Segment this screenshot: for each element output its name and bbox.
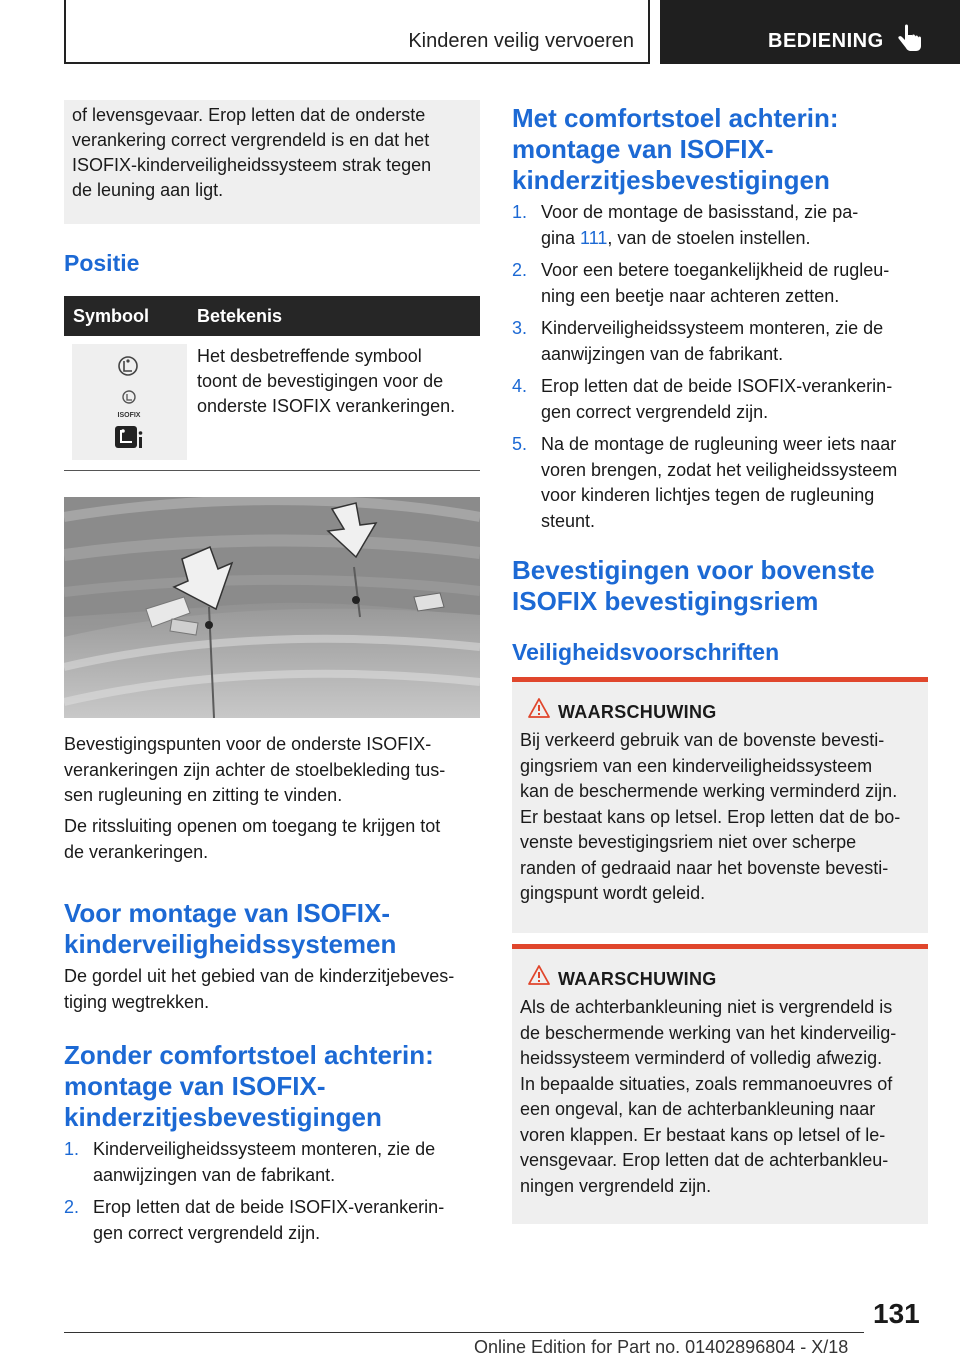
step-line: gen correct vergrendeld zijn. bbox=[541, 401, 769, 422]
warning-line: randen of gedraaid naar het bovenste bevesti- bbox=[520, 857, 889, 878]
step-number: 1. bbox=[64, 1139, 80, 1159]
step-line: Erop letten dat de beide ISOFIX-verankerin- bbox=[93, 1197, 445, 1217]
list-item bbox=[512, 432, 932, 534]
step-line: voren brengen, zodat het veiligheidssysteem bbox=[541, 459, 898, 480]
warning-line: vensgevaar. Erop letten dat de achterbankleu- bbox=[520, 1150, 889, 1170]
step-line: Kinderveiligheidssysteem monteren, zie de bbox=[93, 1139, 436, 1159]
warning-box bbox=[512, 677, 928, 933]
list-item bbox=[512, 374, 932, 425]
warning-line: kan de beschermende werking verminderd zijn. bbox=[520, 781, 898, 801]
veiligheidsvoorschriften-heading: Veiligheidsvoorschriften bbox=[512, 639, 780, 665]
step-line: Erop letten dat de beide ISOFIX-verankerin- bbox=[541, 376, 893, 396]
zipper-line: de verankeringen. bbox=[64, 841, 209, 862]
list-item bbox=[512, 316, 932, 367]
note-line: of levensgevaar. Erop letten dat de onderste bbox=[72, 105, 426, 125]
desc-line: verankeringen zijn achter de stoelbekleding tus- bbox=[64, 759, 446, 780]
step-line: Kinderveiligheidssysteem monteren, zie de bbox=[541, 318, 884, 338]
note-box bbox=[64, 100, 480, 224]
note-line: ISOFIX-kinderveiligheidssysteem strak tegen bbox=[72, 155, 432, 175]
zipper-instruction bbox=[64, 814, 480, 865]
step-number: 4. bbox=[512, 376, 528, 396]
warning-line: venste bevestigingsriem niet over scherpe bbox=[520, 832, 857, 852]
heading-line: Met comfortstoel achterin: bbox=[512, 103, 839, 133]
photo-description bbox=[64, 732, 480, 809]
step-line bbox=[541, 226, 932, 252]
heading-line: Voor montage van ISOFIX- bbox=[64, 898, 391, 928]
warning-title bbox=[520, 700, 920, 728]
warning-line: voren klappen. Er bestaat kans op letsel of le- bbox=[520, 1124, 886, 1145]
hand-pointer-icon bbox=[896, 24, 922, 54]
warning-line: een ongeval, kan de achterbankleuning naar bbox=[520, 1099, 876, 1119]
heading-line: kinderzitjesbevestigingen bbox=[512, 165, 830, 195]
note-line: de leuning aan ligt. bbox=[72, 180, 224, 200]
list-item bbox=[512, 200, 932, 251]
meaning-line: toont de bevestigingen voor de bbox=[197, 371, 444, 391]
heading-line: Zonder comfortstoel achterin: bbox=[64, 1040, 434, 1070]
step-number: 1. bbox=[512, 202, 528, 222]
col-meaning-header: Betekenis bbox=[197, 306, 283, 326]
met-steps-list bbox=[512, 200, 932, 541]
col-symbol-header: Symbool bbox=[73, 306, 150, 326]
symbol-table-header bbox=[64, 296, 480, 336]
met-comfortstoel-heading bbox=[512, 103, 839, 196]
page-reference-link[interactable]: 111 bbox=[580, 227, 608, 248]
step-text: , van de stoelen instellen. bbox=[607, 227, 811, 248]
warning-title bbox=[520, 967, 920, 995]
step-line: Voor een betere toegankelijkheid de rugleu- bbox=[541, 260, 890, 280]
step-text: gina bbox=[541, 227, 581, 248]
warning-line: Bij verkeerd gebruik van de bovenste bevesti- bbox=[520, 730, 885, 750]
edition-text: Online Edition for Part no. 01402896804 - X/18 bbox=[474, 1337, 849, 1357]
step-line: Voor de montage de basisstand, zie pa- bbox=[541, 202, 859, 222]
heading-line: Bevestigingen voor bovenste bbox=[512, 555, 875, 585]
warning-line: Als de achterbankleuning niet is vergrendeld is bbox=[520, 997, 893, 1017]
note-line: verankering correct vergrendeld is en dat het bbox=[72, 130, 430, 150]
step-number: 2. bbox=[64, 1197, 80, 1217]
header-section-title: Kinderen veilig vervoeren bbox=[408, 30, 634, 52]
warning-line: gingsriem van een kinderveiligheidssysteem bbox=[520, 755, 873, 776]
heading-line: kinderveiligheidssystemen bbox=[64, 929, 397, 959]
warning-line: heidssysteem verminderd of volledig afwezig. bbox=[520, 1048, 883, 1068]
warning-line: gingspunt wordt geleid. bbox=[520, 883, 706, 903]
page-number: 131 bbox=[873, 1298, 920, 1329]
zipper-line: De ritssluiting openen om toegang te krijgen tot bbox=[64, 816, 441, 836]
warning-line: In bepaalde situaties, zoals remmanoeuvres of bbox=[520, 1073, 893, 1094]
zonder-comfortstoel-heading bbox=[64, 1040, 434, 1133]
rear-seat-isofix-photo bbox=[64, 497, 480, 718]
isofix-symbol-cell bbox=[72, 344, 187, 460]
voor-montage-text bbox=[64, 964, 480, 1015]
heading-line: ISOFIX bevestigingsriem bbox=[512, 586, 819, 616]
heading-line: kinderzitjesbevestigingen bbox=[64, 1102, 382, 1132]
step-number: 3. bbox=[512, 318, 528, 338]
warning-label: WAARSCHUWING bbox=[558, 969, 717, 989]
isofix-symbols-icon bbox=[72, 344, 187, 460]
header-chapter-tab bbox=[660, 0, 960, 64]
list-item bbox=[64, 1195, 480, 1246]
step-line: Na de montage de rugleuning weer iets naar bbox=[541, 434, 897, 454]
heading-line: montage van ISOFIX- bbox=[64, 1071, 326, 1101]
step-number: 2. bbox=[512, 260, 528, 280]
warning-triangle-icon bbox=[528, 965, 550, 985]
header-section-tab bbox=[64, 0, 650, 64]
meaning-line: onderste ISOFIX verankeringen. bbox=[197, 396, 456, 416]
table-divider bbox=[64, 470, 480, 471]
voor-montage-heading bbox=[64, 898, 396, 960]
step-line: steunt. bbox=[541, 510, 596, 531]
heading-line: montage van ISOFIX- bbox=[512, 134, 774, 164]
voor-line: De gordel uit het gebied van de kinderzitjebeves- bbox=[64, 966, 455, 986]
step-line: aanwijzingen van de fabrikant. bbox=[541, 343, 784, 364]
positie-heading: Positie bbox=[64, 250, 140, 276]
step-number: 5. bbox=[512, 434, 528, 454]
list-item bbox=[512, 258, 932, 309]
warning-box bbox=[512, 944, 928, 1224]
isofix-label: ISOFIX bbox=[117, 412, 141, 419]
warning-triangle-icon bbox=[528, 698, 550, 718]
warning-label: WAARSCHUWING bbox=[558, 702, 717, 722]
isofix-symbol-meaning bbox=[197, 344, 480, 419]
list-item bbox=[64, 1137, 480, 1188]
bevestigingen-heading bbox=[512, 555, 875, 617]
meaning-line: Het desbetreffende symbool bbox=[197, 346, 422, 366]
step-line: aanwijzingen van de fabrikant. bbox=[93, 1164, 336, 1185]
step-line: gen correct vergrendeld zijn. bbox=[93, 1222, 321, 1243]
zonder-steps-list bbox=[64, 1137, 480, 1253]
warning-line: de beschermende werking van het kinderveilig- bbox=[520, 1022, 897, 1043]
header-chapter-title: BEDIENING bbox=[768, 30, 884, 52]
step-line: ning een beetje naar achteren zetten. bbox=[541, 285, 840, 306]
voor-line: tiging wegtrekken. bbox=[64, 991, 210, 1012]
step-line: voor kinderen lichtjes tegen de rugleuning bbox=[541, 485, 875, 505]
footer-divider bbox=[64, 1332, 864, 1333]
desc-line: Bevestigingspunten voor de onderste ISOFIX- bbox=[64, 734, 432, 754]
warning-line: Er bestaat kans op letsel. Erop letten dat de bo- bbox=[520, 806, 901, 827]
warning-line: ningen vergrendeld zijn. bbox=[520, 1175, 712, 1196]
desc-line: sen rugleuning en zitting te vinden. bbox=[64, 785, 343, 805]
